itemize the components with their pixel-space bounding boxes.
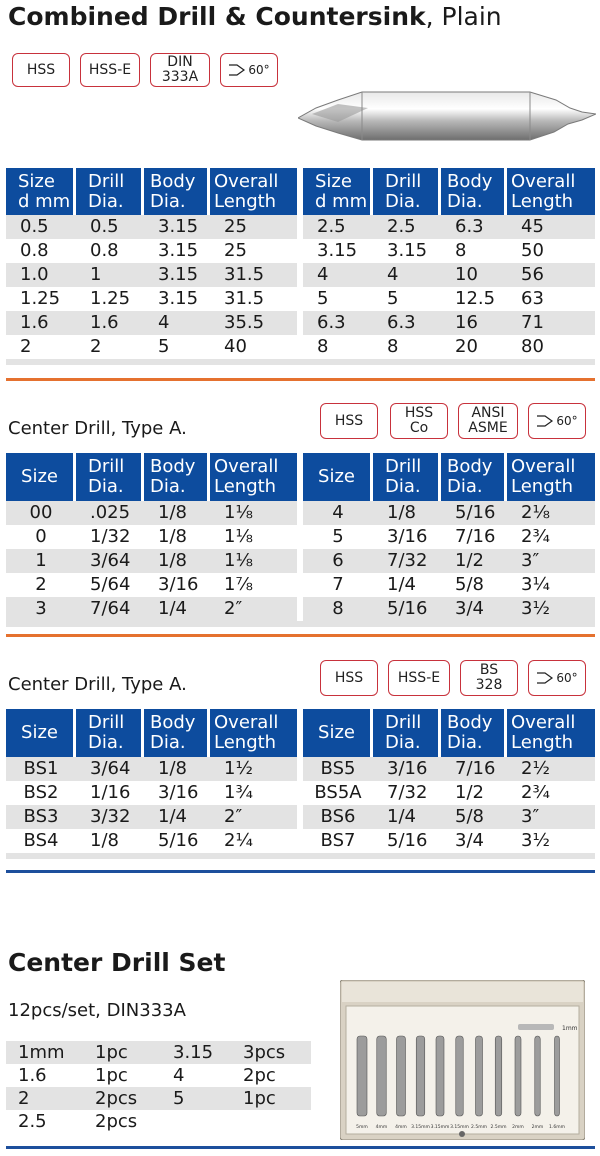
header-overall-length: [210, 453, 303, 501]
table-cell: 1.25: [76, 287, 144, 311]
header-line: Size: [318, 466, 355, 487]
header-line: Size: [315, 170, 352, 192]
table-cell: 3¼: [507, 573, 595, 597]
badge-label: ANSI ASME: [468, 405, 508, 436]
header-line: Length: [511, 476, 574, 497]
table-cell: 3.15: [303, 239, 373, 263]
table-cell: 1/4: [144, 597, 210, 621]
table-cell: 3/16: [373, 525, 441, 549]
table-cell: 5: [303, 287, 373, 311]
drill-size-label: 3.15mm: [411, 1125, 430, 1130]
badge-label: DIN 333A: [161, 54, 199, 85]
table-cell: 1.6: [18, 1065, 47, 1086]
table-cell: 2.5: [303, 215, 373, 239]
table-cell: BS4: [6, 829, 76, 853]
table-cell: 5: [144, 335, 210, 359]
table-cell: 20: [441, 335, 507, 359]
table-row: [6, 1110, 311, 1133]
table-cell: 8: [373, 335, 441, 359]
section-title: [8, 2, 502, 32]
table-header: [6, 168, 595, 215]
title-bold: Combined Drill & Countersink: [8, 2, 426, 31]
header-line: Overall: [214, 170, 279, 192]
table-cell: 1/8: [76, 829, 144, 853]
header-line: Body: [150, 170, 196, 192]
table-row: [6, 215, 595, 239]
header-size: [303, 709, 373, 757]
table-cell: 2.5: [373, 215, 441, 239]
header-line: Body: [150, 456, 196, 477]
badge-ansi-asme: [458, 403, 518, 439]
table-cell: 6.3: [373, 311, 441, 335]
drill-bit: [397, 1036, 406, 1116]
table-cell: 7/16: [441, 525, 507, 549]
header-body-dia: [441, 168, 507, 215]
table-cell: 2: [6, 573, 76, 597]
badge-angle: [528, 403, 586, 439]
table-cell: 31.5: [210, 287, 303, 311]
table-cell: 3/32: [76, 805, 144, 829]
header-line: Dia.: [447, 190, 483, 212]
spec-table-1: [6, 168, 595, 365]
table-cell: 1/8: [373, 501, 441, 525]
badge-label: BS 328: [475, 662, 503, 693]
header-body-dia: [144, 453, 210, 501]
table-cell: 5/16: [373, 829, 441, 853]
header-line: Drill: [88, 170, 125, 192]
table-cell: 2: [6, 335, 76, 359]
spec-table-3: [6, 709, 595, 859]
table-cell: 6: [303, 549, 373, 573]
header-line: Size: [318, 722, 355, 743]
table-cell: 0.8: [76, 239, 144, 263]
table-cell: 1mm: [6, 1041, 83, 1064]
badge-angle: [528, 660, 586, 696]
header-line: Overall: [511, 456, 576, 477]
drill-size-label: 2.5mm: [471, 1125, 487, 1130]
table-cell: 2¾: [507, 525, 595, 549]
table-cell: 2¼: [210, 829, 303, 853]
table-cell: 3″: [507, 549, 595, 573]
header-overall-length: [507, 453, 595, 501]
header-line: Length: [214, 190, 277, 212]
set-table: [6, 1041, 311, 1133]
badge-hss-e: [388, 660, 450, 696]
drill-bit: [456, 1036, 464, 1116]
table-cell: 3″: [507, 805, 595, 829]
badge-din: [150, 53, 210, 87]
table-cell: 35.5: [210, 311, 303, 335]
table-cell: 10: [441, 263, 507, 287]
table-cell: 5: [303, 525, 373, 549]
drill-image: [298, 78, 596, 152]
spec-table-2: [6, 453, 595, 627]
header-line: Dia.: [88, 476, 124, 497]
table-row: [6, 311, 595, 335]
badge-label: HSS-E: [88, 61, 132, 78]
table-cell: 6.3: [303, 311, 373, 335]
table-cell: 4: [303, 501, 373, 525]
badge-label: HSS: [334, 412, 364, 429]
drill-size-label: 2mm: [512, 1125, 524, 1130]
table-cell: 1.6: [76, 311, 144, 335]
section-title: Center Drill, Type A.: [8, 674, 187, 695]
table-cell: BS6: [303, 805, 373, 829]
table-cell: 7/64: [76, 597, 144, 621]
drill-size-label: 3.15mm: [450, 1125, 469, 1130]
header-overall-length: [210, 168, 303, 215]
drill-size-label: 5mm: [356, 1125, 368, 1130]
table-cell: 1pc: [95, 1065, 128, 1086]
table-cell: 80: [507, 335, 595, 359]
drill-size-label: 2mm: [531, 1125, 544, 1130]
table-row: [6, 525, 595, 549]
table-cell: 1½: [210, 757, 303, 781]
table-cell: BS5A: [303, 781, 373, 805]
header-drill-dia: [373, 168, 441, 215]
table-cell: BS3: [6, 805, 76, 829]
table-cell: 7/32: [373, 549, 441, 573]
header-line: Size: [18, 170, 55, 192]
badge-label: HSS-E: [397, 669, 441, 686]
table-cell: 2″: [210, 597, 303, 621]
drill-bit: [436, 1036, 444, 1116]
table-row: [6, 781, 595, 805]
table-cell: 8: [441, 239, 507, 263]
header-body-dia: [441, 453, 507, 501]
table-cell: 3.15: [373, 239, 441, 263]
table-cell: BS7: [303, 829, 373, 853]
header-line: Dia.: [385, 732, 421, 753]
header-overall-length: [507, 168, 595, 215]
table-cell: 8: [303, 597, 373, 621]
angle-label: 60°: [556, 413, 578, 428]
table-cell: 1/8: [144, 525, 210, 549]
table-cell: 1/2: [441, 781, 507, 805]
header-line: Overall: [511, 170, 576, 192]
table-cell: 5/8: [441, 573, 507, 597]
badge-label: HSS: [26, 61, 56, 78]
table-cell: 1/16: [76, 781, 144, 805]
table-cell: 2″: [210, 805, 303, 829]
table-cell: [231, 1110, 311, 1133]
table-cell: 12.5: [441, 287, 507, 311]
table-cell: 71: [507, 311, 595, 335]
table-cell: 0.5: [6, 215, 76, 239]
drill-set-case-image: [340, 980, 585, 1140]
table-cell: 5/8: [441, 805, 507, 829]
table-cell: BS1: [6, 757, 76, 781]
table-row: [6, 1064, 311, 1087]
table-cell: 3pcs: [231, 1041, 311, 1064]
table-cell: 1: [76, 263, 144, 287]
table-cell: 4: [373, 263, 441, 287]
drill-size-label: 3.15mm: [430, 1125, 450, 1130]
header-line: Overall: [214, 712, 279, 733]
table-row: [6, 805, 595, 829]
angle-label: 60°: [556, 670, 578, 685]
table-cell: BS5: [303, 757, 373, 781]
table-cell: 1⅛: [210, 549, 303, 573]
badge-label: HSS Co: [404, 405, 434, 436]
header-line: d mm: [18, 190, 71, 212]
header-drill-dia: [76, 709, 144, 757]
table-cell: 1⅛: [210, 525, 303, 549]
header-size: [303, 453, 373, 501]
table-cell: 3.15: [144, 215, 210, 239]
table-header: [6, 453, 595, 501]
table-cell: 1⅛: [210, 501, 303, 525]
badge-angle: [220, 53, 278, 87]
table-cell: 7: [303, 573, 373, 597]
table-spacer: [6, 359, 595, 365]
case-label: 1mm: [562, 1025, 578, 1032]
table-row: [6, 549, 595, 573]
header-line: Overall: [511, 712, 576, 733]
table-cell: 5/16: [441, 501, 507, 525]
table-cell: 56: [507, 263, 595, 287]
table-row: [6, 597, 595, 621]
header-line: Drill: [88, 712, 125, 733]
header-line: Dia.: [447, 476, 483, 497]
table-cell: 2: [6, 1087, 83, 1110]
table-row: [6, 239, 595, 263]
table-cell: 1: [6, 549, 76, 573]
set-title: Center Drill Set: [8, 948, 226, 977]
header-line: Drill: [385, 456, 422, 477]
table-cell: 2½: [507, 757, 595, 781]
table-cell: 2⅛: [507, 501, 595, 525]
table-cell: 1/32: [76, 525, 144, 549]
header-drill-dia: [373, 709, 441, 757]
badge-hss-e: [80, 53, 140, 87]
table-cell: 40: [210, 335, 303, 359]
table-cell: 00: [6, 501, 76, 525]
badge-hss: [12, 53, 70, 87]
table-row: [6, 263, 595, 287]
header-line: Length: [214, 732, 277, 753]
badge-label: HSS: [334, 669, 364, 686]
table-cell: 5/64: [76, 573, 144, 597]
table-cell: 5: [373, 287, 441, 311]
header-overall-length: [210, 709, 303, 757]
angle-label: 60°: [248, 62, 270, 77]
header-line: Dia.: [150, 476, 186, 497]
table-cell: 16: [441, 311, 507, 335]
countersink-icon: [536, 670, 554, 686]
table-cell: 2pcs: [95, 1111, 138, 1132]
header-line: Size: [21, 466, 58, 487]
table-row: [6, 287, 595, 311]
table-cell: 4: [173, 1065, 185, 1086]
countersink-icon: [228, 62, 246, 78]
header-line: Length: [511, 190, 574, 212]
table-cell: 8: [303, 335, 373, 359]
table-cell: 1/8: [144, 549, 210, 573]
table-cell: 3/4: [441, 829, 507, 853]
header-size: [303, 168, 373, 215]
table-cell: 1/8: [144, 501, 210, 525]
table-cell: 3.15: [161, 1041, 231, 1064]
badge-hss: [320, 660, 378, 696]
table-cell: 3.15: [144, 239, 210, 263]
header-line: Body: [447, 456, 493, 477]
table-cell: 2pcs: [83, 1087, 161, 1110]
section-rule: [6, 634, 595, 637]
table-row: [6, 573, 595, 597]
header-line: Drill: [385, 712, 422, 733]
table-spacer: [6, 621, 595, 627]
header-line: Dia.: [447, 732, 483, 753]
drill-bit: [515, 1036, 521, 1116]
table-cell: .025: [76, 501, 144, 525]
table-cell: 3: [6, 597, 76, 621]
table-cell: 1pc: [83, 1041, 161, 1064]
header-line: Dia.: [88, 190, 124, 212]
table-cell: 4: [144, 311, 210, 335]
header-body-dia: [144, 168, 210, 215]
table-cell: 25: [210, 239, 303, 263]
badge-bs328: [460, 660, 518, 696]
table-cell: 45: [507, 215, 595, 239]
drill-bit: [476, 1036, 483, 1116]
drill-bit: [357, 1036, 367, 1116]
table-cell: 2pc: [243, 1065, 276, 1086]
table-cell: 3½: [507, 597, 595, 621]
table-cell: 1pc: [231, 1087, 311, 1110]
set-subtitle: 12pcs/set, DIN333A: [8, 1000, 186, 1021]
header-body-dia: [144, 709, 210, 757]
table-cell: 1.6: [6, 311, 76, 335]
header-drill-dia: [76, 453, 144, 501]
table-cell: 5: [161, 1087, 231, 1110]
header-line: Length: [511, 732, 574, 753]
drill-size-label: 2.5mm: [490, 1125, 507, 1130]
header-line: Drill: [88, 456, 125, 477]
header-size: [6, 709, 76, 757]
drill-bit: [416, 1036, 425, 1116]
table-cell: 7/32: [373, 781, 441, 805]
table-cell: 7/16: [441, 757, 507, 781]
table-row: [6, 829, 595, 853]
header-line: Body: [447, 170, 493, 192]
section-rule: [6, 870, 595, 873]
table-row: [6, 757, 595, 781]
header-line: Dia.: [385, 190, 421, 212]
table-row: [6, 1041, 311, 1064]
table-cell: 4: [303, 263, 373, 287]
header-line: Dia.: [88, 732, 124, 753]
table-cell: 1/4: [373, 573, 441, 597]
table-cell: BS2: [6, 781, 76, 805]
table-cell: 0.8: [6, 239, 76, 263]
table-cell: 3/16: [144, 781, 210, 805]
table-cell: 1/2: [441, 549, 507, 573]
header-drill-dia: [373, 453, 441, 501]
header-body-dia: [441, 709, 507, 757]
table-cell: 2: [76, 335, 144, 359]
table-spacer: [6, 853, 595, 859]
table-cell: 3/64: [76, 549, 144, 573]
header-line: Dia.: [385, 476, 421, 497]
table-cell: 1.0: [6, 263, 76, 287]
table-spacer-cell: [6, 621, 595, 627]
table-cell: 25: [210, 215, 303, 239]
section-title: Center Drill, Type A.: [8, 418, 187, 439]
table-cell: 5/16: [373, 597, 441, 621]
table-cell: 50: [507, 239, 595, 263]
table-cell: 63: [507, 287, 595, 311]
header-line: Dia.: [150, 190, 186, 212]
table-cell: 3.15: [144, 263, 210, 287]
header-line: Drill: [385, 170, 422, 192]
table-cell: 1/4: [144, 805, 210, 829]
table-cell: 31.5: [210, 263, 303, 287]
countersink-icon: [536, 413, 554, 429]
table-cell: 6.3: [441, 215, 507, 239]
badge-hss-co: [390, 403, 448, 439]
table-cell: [161, 1110, 231, 1133]
table-cell: 0.5: [76, 215, 144, 239]
table-cell: 1⅞: [210, 573, 303, 597]
header-line: Length: [214, 476, 277, 497]
table-cell: 0: [6, 525, 76, 549]
drill-bit: [555, 1036, 560, 1116]
header-line: Size: [21, 722, 58, 743]
drill-bit: [377, 1036, 387, 1116]
table-cell: 3/64: [76, 757, 144, 781]
table-cell: 1¾: [210, 781, 303, 805]
section-rule: [6, 1146, 595, 1149]
drill-size-label: 4mm: [375, 1125, 388, 1130]
table-cell: 2.5: [18, 1111, 47, 1132]
table-row: [6, 1087, 311, 1110]
table-cell: 1/4: [373, 805, 441, 829]
header-size: [6, 453, 76, 501]
table-row: [6, 335, 595, 359]
table-cell: 1.25: [6, 287, 76, 311]
header-drill-dia: [76, 168, 144, 215]
table-cell: 2¾: [507, 781, 595, 805]
title-plain: , Plain: [425, 2, 502, 31]
table-cell: 5/16: [144, 829, 210, 853]
table-row: [6, 501, 595, 525]
header-size: [6, 168, 76, 215]
drill-size-label: 1.6mm: [549, 1125, 565, 1130]
table-cell: 3½: [507, 829, 595, 853]
header-line: Overall: [214, 456, 279, 477]
drill-bit: [495, 1036, 502, 1116]
table-cell: 1/8: [144, 757, 210, 781]
table-cell: 3/16: [373, 757, 441, 781]
drill-bit: [535, 1036, 541, 1116]
badge-hss: [320, 403, 378, 439]
header-line: Dia.: [150, 732, 186, 753]
table-spacer-cell: [6, 359, 595, 365]
table-cell: 3/4: [441, 597, 507, 621]
table-header: [6, 709, 595, 757]
section-rule: [6, 378, 595, 381]
table-spacer-cell: [6, 853, 595, 859]
header-overall-length: [507, 709, 595, 757]
table-cell: 3.15: [144, 287, 210, 311]
header-line: Body: [150, 712, 196, 733]
drill-size-label: 4mm: [395, 1125, 407, 1130]
header-line: d mm: [315, 190, 368, 212]
header-line: Body: [447, 712, 493, 733]
table-cell: 3/16: [144, 573, 210, 597]
